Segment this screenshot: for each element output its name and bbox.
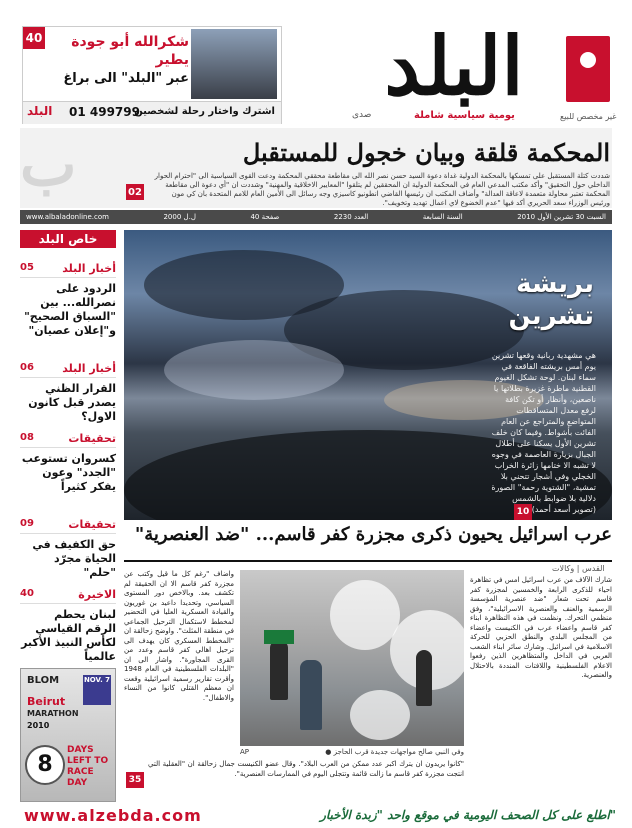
ad-event: MARATHON	[27, 709, 79, 718]
marathon-ad[interactable]	[20, 668, 116, 802]
promo-headline: شكرالله أبو جودة يطير	[71, 34, 189, 68]
decorative-logo-watermark: ب	[20, 130, 77, 200]
ad-sponsor: BLOM	[27, 675, 60, 686]
dateline-bar	[20, 210, 612, 224]
promo-phone: 01 499799	[69, 105, 140, 119]
main-headline[interactable]: المحكمة قلقة وبيان خجول للمستقبل	[242, 138, 610, 167]
promo-photo	[191, 29, 277, 99]
feature-photo[interactable]	[124, 230, 612, 520]
feature-title: بريشة تشرين	[508, 269, 594, 331]
feature-caption: هي مشهدية ربانية وقعها تشرين يوم أمس بريشته الفاقعة في سماء لبنان. لوحة تشكل الغيوم القطنية ماطرة غزيرة بطلاتها يا ناصعين، وأنظار أو تكن كافة لرفع معدل المتساقطات المتواضع والمتراجع عن العام الفائت بأشواط. وفيما كان خلف تشرين الأول يسكنا على أطلال الجبال بزيارة العاصمة في وجوه لا تشبه الا ختامها زائرة الخراب الخجلي وفي أشجار تتحني بلا تمشية، "الشتوية رحمة" الصورة دلالية بلا ضوابط بالشمس (تصوير أسعد أحمد)	[491, 351, 596, 514]
sidebar-item-tag: أخبار البلد	[62, 362, 116, 375]
masthead-notice: غير مخصص للبيع	[560, 112, 617, 121]
sidebar-item-text: لبنان يحطم الرقم القياسي لكأس النبيذ الأكبر عالمياً	[21, 608, 116, 663]
dateline-year: السنة السابعة	[422, 213, 463, 221]
footer-text: اطلع على كل الصحف اليومية في موقع واحد "زبدة الأخبار"	[320, 808, 616, 822]
sidebar-item-tag: الاخيرة	[78, 588, 116, 601]
second-story-column-mid: "كانوا يريدون ان يترك اكبر عدد ممكن من العرب البلاد". وقال عضو الكنيست جمال زحالقة ان "العقلية التي انتجت مجزرة كفر قاسم ما زالت قائمة وتتجلى اليوم في الممارسات العنصرية".	[148, 760, 464, 778]
promo-subline: عبر "البلد" الى براغ	[63, 71, 189, 86]
ad-city: Beirut	[27, 695, 66, 708]
sidebar-item-tag: أخبار البلد	[62, 262, 116, 275]
dateline-price: 2000 ل.ل	[163, 213, 196, 221]
dateline-issue: العدد 2230	[333, 213, 369, 221]
ad-year: 2010	[27, 721, 50, 730]
sidebar-item[interactable]	[20, 516, 116, 580]
masthead-tagline-short: صدى	[352, 110, 372, 120]
clash-photo-caption: ● وفي النبي صالح مواجهات جديدة قرب الحاجز	[325, 748, 464, 756]
sidebar-item-page: 09	[20, 518, 34, 529]
logo-mark-icon	[566, 36, 610, 102]
sidebar-item-text: حق الكفيف في الحياة مجرّد "حلم"	[32, 538, 116, 579]
sidebar	[20, 230, 116, 802]
sidebar-item-page: 08	[20, 432, 34, 443]
ad-countdown-text: DAYS LEFT TO RACE DAY	[67, 745, 109, 788]
promo-subscribe-bar	[23, 101, 281, 124]
masthead-tagline: يومية سياسية شاملة	[414, 110, 515, 121]
sidebar-item-text: كسروان تستوعب "الجدد" وعون يفكر كثيراً	[21, 452, 116, 493]
sidebar-item[interactable]	[20, 260, 116, 338]
dateline-pages: 40 صفحة	[250, 213, 280, 221]
flag-icon	[264, 630, 294, 644]
clash-photo[interactable]	[240, 570, 464, 746]
clash-photo-credit: AP	[240, 748, 250, 756]
sidebar-item-tag: تحقيقات	[68, 432, 116, 445]
ad-days-count: 8	[25, 745, 65, 785]
ad-date: NOV. 7	[83, 675, 111, 705]
main-story-body: شددت كتلة المستقبل على تمسكها بالمحكمة الدولية غداة دعوة السيد حسن نصر الله الى مقاطعة محققي المحكمة ودعت القوى السياسية الى "احترام الحوار الداخلي حول التحقيق" وأكد مكتب المدعي العام في المحكمة الدولية ان المحققين لم يتلقوا "المعايير الاخلاقية والمهنية" وشددت ان "أي دعوة الى مقاطعة المحكمة تعتبر محاولة متعمدة لاعاقة العدالة" وأضاف المكتب ان رئيسها القاضي انطونيو كاسيزي وجه رسائل الى الأمين العام للامم المتحدة بان كي مون ورئيس الوزراء سعد الحريري أكد فيها "عدم الخضوع لاي اعمال تهديد وتخويف".	[154, 172, 610, 207]
main-story-page-badge: 02	[126, 184, 144, 200]
second-story-kicker: القدس | وكالات	[552, 564, 605, 573]
masthead-logo: البلد	[384, 19, 524, 113]
feature-page-badge: 10	[514, 504, 532, 520]
second-headline[interactable]: عرب اسرائيل يحيون ذكرى مجزرة كفر قاسم... "ضد العنصرية"	[124, 524, 612, 562]
sidebar-title: خاص البلد	[20, 230, 116, 248]
footer-url[interactable]: www.alzebda.com	[24, 806, 202, 825]
second-story-page-badge: 35	[126, 772, 144, 788]
sidebar-item-text: القرار الظني يصدر قبل كانون الاول؟	[28, 382, 116, 423]
dateline-website[interactable]: www.albaladonline.com	[26, 213, 109, 221]
promo-brand: البلد	[27, 104, 53, 118]
promo-box[interactable]	[22, 26, 282, 124]
second-story-column-left: واضاف "رغم كل ما قيل وكتب عن مجزرة كفر قاسم الا ان الحقيقة لم تكشف بعد. وبالاخص دور المستوى السياسي، وتحديدا داعيد بن غوريون والقيادة العسكرية العليا في التحضير لمخطط لاستكمال الترحيل الجماعي في منطقة المثلث". واوضح زحالقة ان "المخطط العسكري كان يهدف الى ترحيل اهالي كفر قاسم وعدد من القرى المجاورة". واشار الى ان "البلدات الفلسطينية في العام 1948 وأقرت تقارير رسمية اسرائيلية وقعت ان معظم القتلى كانوا من النساء والاطفال".	[124, 570, 234, 702]
sidebar-item-page: 05	[20, 262, 34, 273]
sidebar-item[interactable]	[20, 360, 116, 424]
dateline-date: السبت 30 تشرين الأول 2010	[517, 213, 606, 221]
sidebar-item-page: 06	[20, 362, 34, 373]
sidebar-item-page: 40	[20, 588, 34, 599]
promo-page-number: 40	[23, 27, 45, 49]
second-story-column-right: شارك الآلاف من عرب اسرائيل امس في تظاهرة احياء للذكرى الرابعة والخمسين لمجزرة كفر قاسم تحت شعار "ضد عنصرية المؤسسة الرسمية والعنف والعنصرية الاسرائيلية"، وفق منظمي التحرك. ونظمت في هذه التظاهرة ابناء كفر قاسم واعضاء عرب في الكنيست واعضاء من المجلس البلدي والنطق الحزبي للحركة الاسلامية في اسرائيل. وشارك سائر ابناء الشعب العربي في الداخل والمتظاهرين الذين رفعوا الاعلام الفلسطينية واللافتات المنددة بالاحتلال والعنصرية.	[470, 576, 612, 679]
sidebar-item[interactable]	[20, 430, 116, 494]
sidebar-item[interactable]	[20, 586, 116, 664]
sidebar-item-tag: تحقيقات	[68, 518, 116, 531]
promo-subscribe-text: اشترك واختار رحلة لشخصين	[134, 106, 275, 117]
sidebar-item-text: الردود على نصرالله... بين "السباق الصحيح" و"إعلان عصيان"	[24, 282, 116, 337]
